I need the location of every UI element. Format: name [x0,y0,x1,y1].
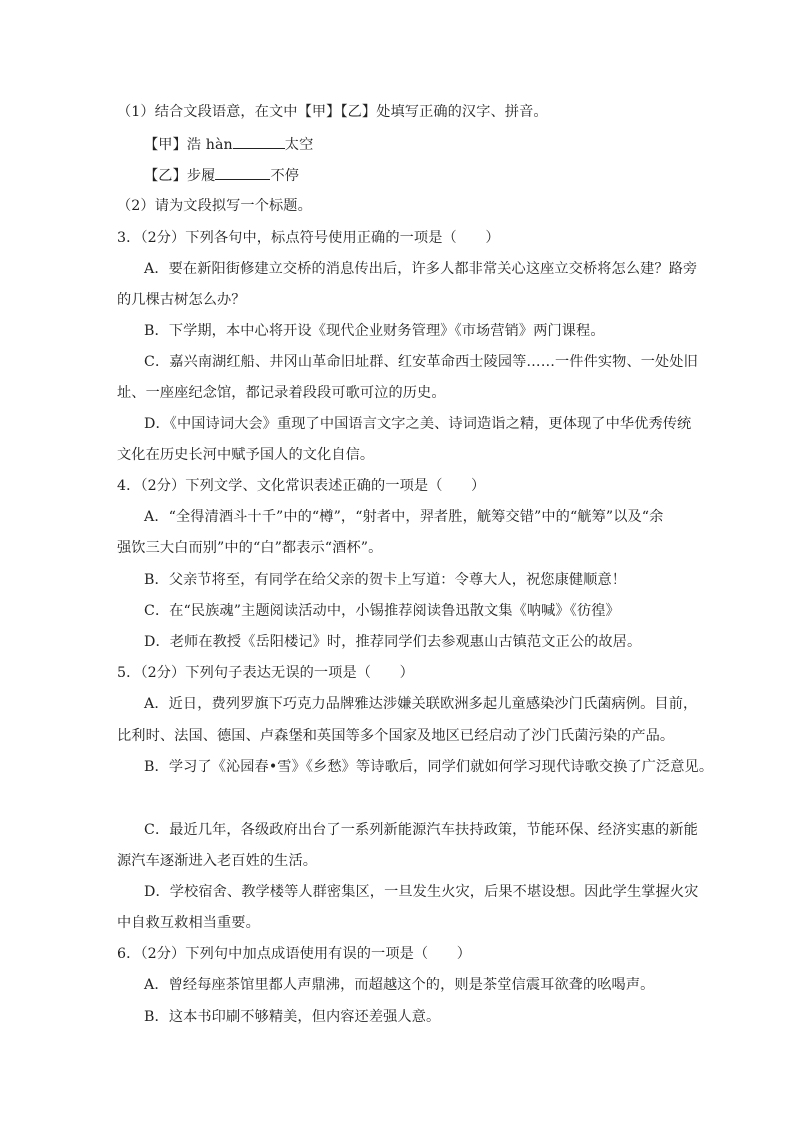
blank-jia-suffix: 太空 [284,137,314,153]
q4-option-c: C．在“民族魂”主题阅读活动中，小锡推荐阅读鲁迅散文集《呐喊》《彷徨》 [144,603,620,619]
fill-in-blank-jia[interactable] [233,134,285,149]
q3-option-a-line2: 的几棵古树怎么办？ [117,292,246,308]
q3-option-c-line2: 址、一座座纪念馆，都记录着段段可歌可泣的历史。 [117,385,446,401]
q3-option-c-line1: C．嘉兴南湖红船、井冈山革命旧址群、红安革命西士陵园等……一件件实物、一处处旧 [144,354,698,370]
fill-in-blank-yi[interactable] [215,165,270,180]
sub-question-2: （2）请为文段拟写一个标题。 [117,198,312,214]
q6-stem: 6．（2分）下列句中加点成语使用有误的一项是（ ） [117,946,472,962]
blank-yi [144,165,299,186]
q3-stem: 3．（2分）下列各句中，标点符号使用正确的一项是（ ） [117,230,500,246]
q6-option-a: A．曾经每座茶馆里都人声鼎沸，而超越这个的，则是茶堂信震耳欲聋的吆喝声。 [144,977,655,993]
q4-option-b: B．父亲节将至，有同学在给父亲的贺卡上写道：令尊大人，祝您康健顺意！ [144,572,627,588]
q5-option-b: B．学习了《沁园春•雪》《乡愁》等诗歌后，同学们就如何学习现代诗歌交换了广泛意见。 [144,759,714,775]
q3-option-a-line1: A．要在新阳街修建立交桥的消息传出后，许多人都非常关心这座立交桥将怎么建？路旁 [144,261,698,277]
q5-stem: 5．（2分）下列句子表达无误的一项是（ ） [117,665,414,681]
q3-option-d-line1: D．《中国诗词大会》重现了中国语言文字之美、诗词造诣之精，更体现了中华优秀传统 [144,416,692,432]
blank-yi-suffix: 不停 [270,168,300,184]
q4-option-d: D．老师在教授《岳阳楼记》时，推荐同学们去参观惠山古镇范文正公的故居。 [144,634,642,650]
q5-option-c-line1: C．最近几年，各级政府出台了一系列新能源汽车扶持政策，节能环保、经济实惠的新能 [144,822,698,838]
q5-option-a-line1: A．近日，费列罗旗下巧克力品牌雅达涉嫌关联欧洲多起儿童感染沙门氏菌病例。目前， [144,696,698,712]
q5-option-c-line2: 源汽车逐渐进入老百姓的生活。 [117,853,318,869]
blank-jia-prefix: 【甲】浩 hàn [144,137,233,153]
q6-option-b: B．这本书印刷不够精美，但内容还差强人意。 [144,1009,441,1025]
q4-stem: 4．（2分）下列文学、文化常识表述正确的一项是（ ） [117,478,486,494]
q3-option-b: B．下学期，本中心将开设《现代企业财务管理》《市场营销》两门课程。 [144,323,605,339]
sub-question-1: （1）结合文段语意，在文中【甲】【乙】处填写正确的汉字、拼音。 [117,104,548,120]
q5-option-d-line1: D．学校宿舍、教学楼等人群密集区，一旦发生火灾，后果不堪设想。因此学生掌握火灾 [144,884,699,900]
q4-option-a-line2: 强饮三大白而别”中的“白”都表示“酒杯”。 [117,540,383,556]
q5-option-a-line2: 比利时、法国、德国、卢森堡和英国等多个国家及地区已经启动了沙门氏菌污染的产品。 [117,728,675,744]
blank-jia [144,134,313,155]
blank-yi-prefix: 【乙】步履 [144,168,216,184]
q5-option-d-line2: 中自救互救相当重要。 [117,915,260,931]
q3-option-d-line2: 文化在历史长河中赋予国人的文化自信。 [117,447,375,463]
q4-option-a-line1: A．“全得清酒斗十千”中的“樽”，“射者中，羿者胜，觥筹交错”中的“觥筹”以及“余 [144,509,664,525]
